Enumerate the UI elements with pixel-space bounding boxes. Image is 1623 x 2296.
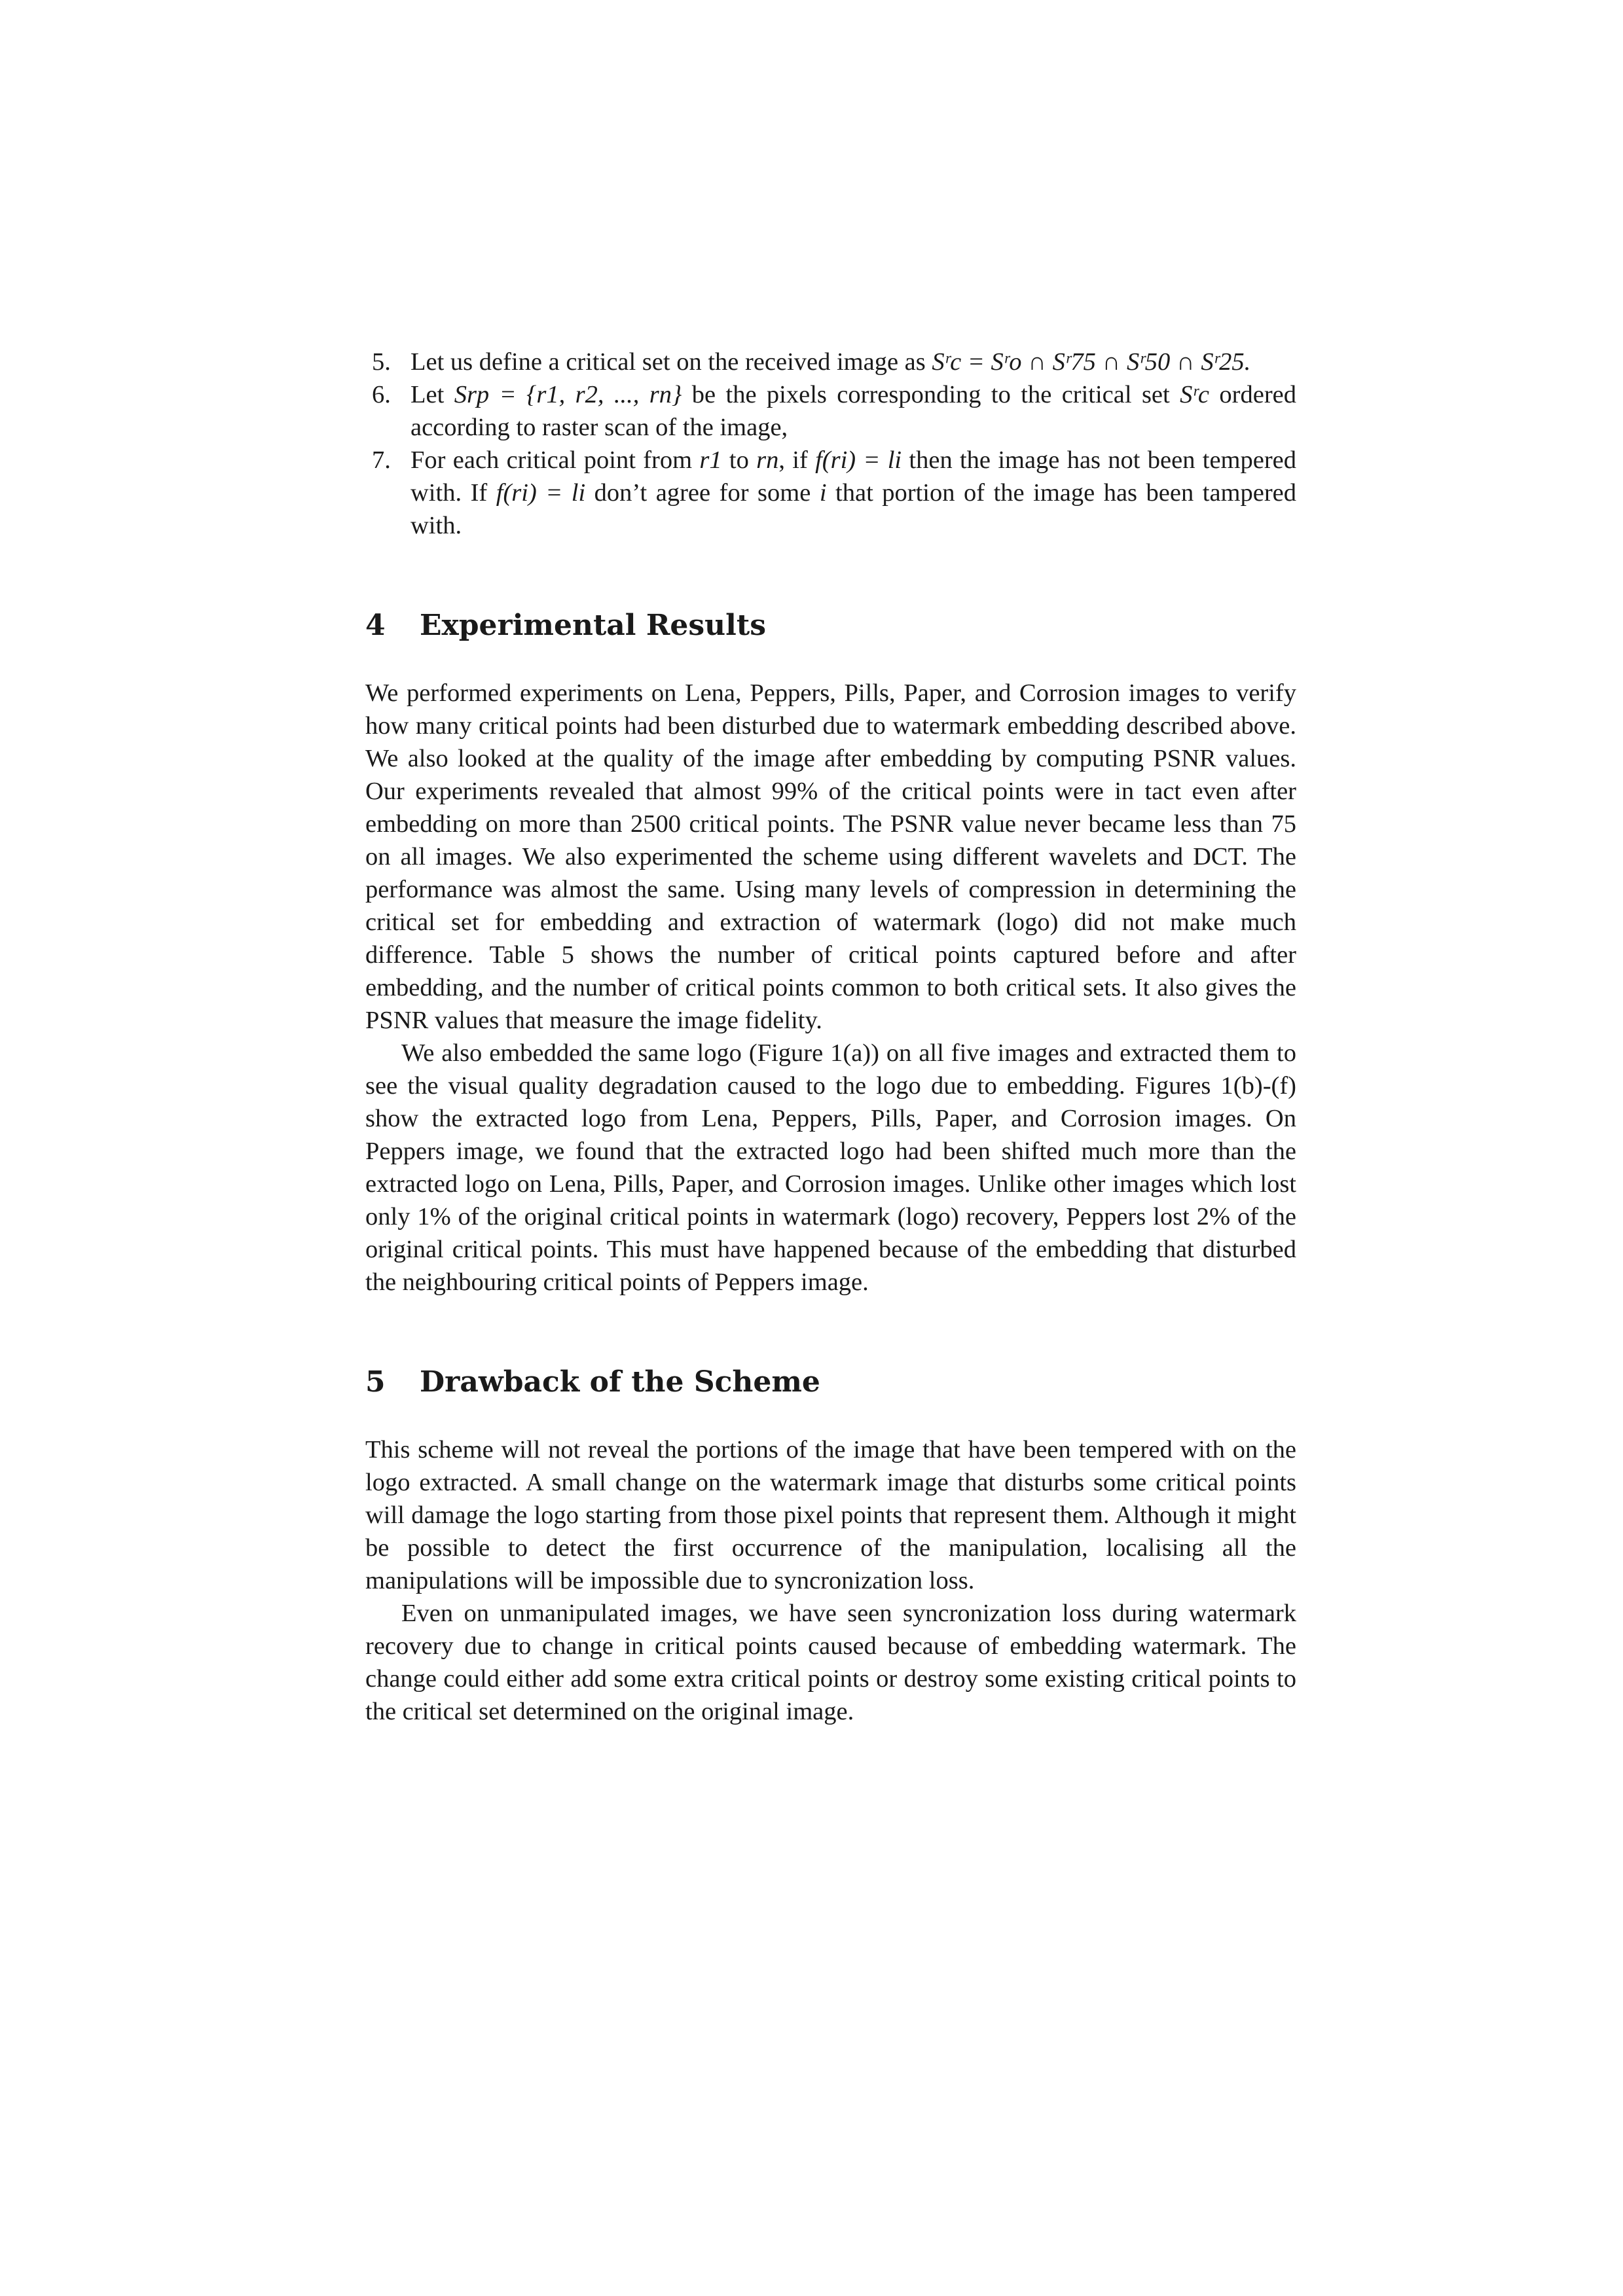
math-expression: r1 — [699, 446, 722, 474]
math-expression: rn — [756, 446, 779, 474]
math-expression: f(ri) = li — [815, 446, 902, 474]
step-number: 6. — [372, 381, 391, 408]
step-text: don’t agree for some — [585, 479, 820, 507]
paragraph: We also embedded the same logo (Figure 1(a)) on all five images and extracted them to see the visual quality degradation caused to the logo due to embedding. Figures 1(b)-(f) show the extracted logo from Lena, Peppers, Pills, Paper, and Corrosion images. On Peppers image, we found that the extracted logo had been shifted much more than the extracted logo on Lena, Pills, Paper, and Corrosion images. Unlike other images which lost only 1% of the original critical points in watermark (logo) recovery, Peppers lost 2% of the original critical points. This must have happened because of the embedding that disturbed the neighbouring critical points of Peppers image. — [365, 1039, 1296, 1296]
math-expression: Srp = {r1, r2, ..., rn} — [454, 381, 682, 408]
step-text: ordered according to raster scan of the image, — [410, 381, 1296, 441]
step-number: 7. — [372, 446, 391, 474]
algorithm-steps — [365, 346, 1296, 542]
step-number: 5. — [372, 348, 391, 376]
step-text: to — [721, 446, 757, 474]
paragraph: We performed experiments on Lena, Peppers, Pills, Paper, and Corrosion images to verify how many critical points had been disturbed due to watermark embedding described above. We also looked at the quality of the image after embedding by computing PSNR values. Our experiments revealed that almost 99% of the critical points were in tact even after embedding on more than 2500 critical points. The PSNR value never became less than 75 on all images. We also experimented the scheme using different wavelets and DCT. The performance was almost the same. Using many levels of compression in determining the critical set for embedding and extraction of watermark (logo) did not make much difference. Table 5 shows the number of critical points captured before and after embedding, and the number of critical points common to both critical sets. It also gives the PSNR values that measure the image fidelity. — [365, 679, 1296, 1034]
section-title: Experimental Results — [420, 609, 766, 642]
section-number: 5 — [365, 1365, 386, 1399]
section-heading-drawback — [365, 1364, 1296, 1401]
step-6 — [365, 378, 1296, 444]
step-text: , if — [778, 446, 816, 474]
step-5 — [365, 346, 1296, 378]
math-expression: f(ri) = li — [496, 479, 586, 507]
step-text: Let us define a critical set on the received image as — [410, 348, 932, 376]
step-text: then the image has not been tempered with. If — [410, 446, 1297, 507]
math-expression: Sʳc — [1180, 381, 1210, 408]
math-expression: i — [819, 479, 827, 507]
paper-page — [365, 346, 1296, 1728]
step-text: be the pixels corresponding to the critical set — [682, 381, 1180, 408]
step-text: Let — [410, 381, 454, 408]
math-expression: Sʳc = Sʳo ∩ Sʳ75 ∩ Sʳ50 ∩ Sʳ25. — [932, 348, 1251, 376]
section-number: 4 — [365, 609, 386, 642]
section-heading-experimental-results — [365, 607, 1296, 644]
section-title: Drawback of the Scheme — [420, 1365, 820, 1399]
step-text: that portion of the image has been tampered with. — [410, 479, 1296, 539]
paragraph: Even on unmanipulated images, we have seen syncronization loss during watermark recovery due to change in critical points caused because of embedding watermark. The change could either add some extra critical points or destroy some existing critical points to the critical set determined on the original image. — [365, 1600, 1296, 1725]
step-text: For each critical point from — [410, 446, 700, 474]
step-7 — [365, 444, 1296, 542]
paragraph: This scheme will not reveal the portions of the image that have been tempered with on the logo extracted. A small change on the watermark image that disturbs some critical points will damage the logo starting from those pixel points that represent them. Although it might be possible to detect the first occurrence of the manipulation, localising all the manipulations will be impossible due to syncronization loss. — [365, 1436, 1296, 1594]
